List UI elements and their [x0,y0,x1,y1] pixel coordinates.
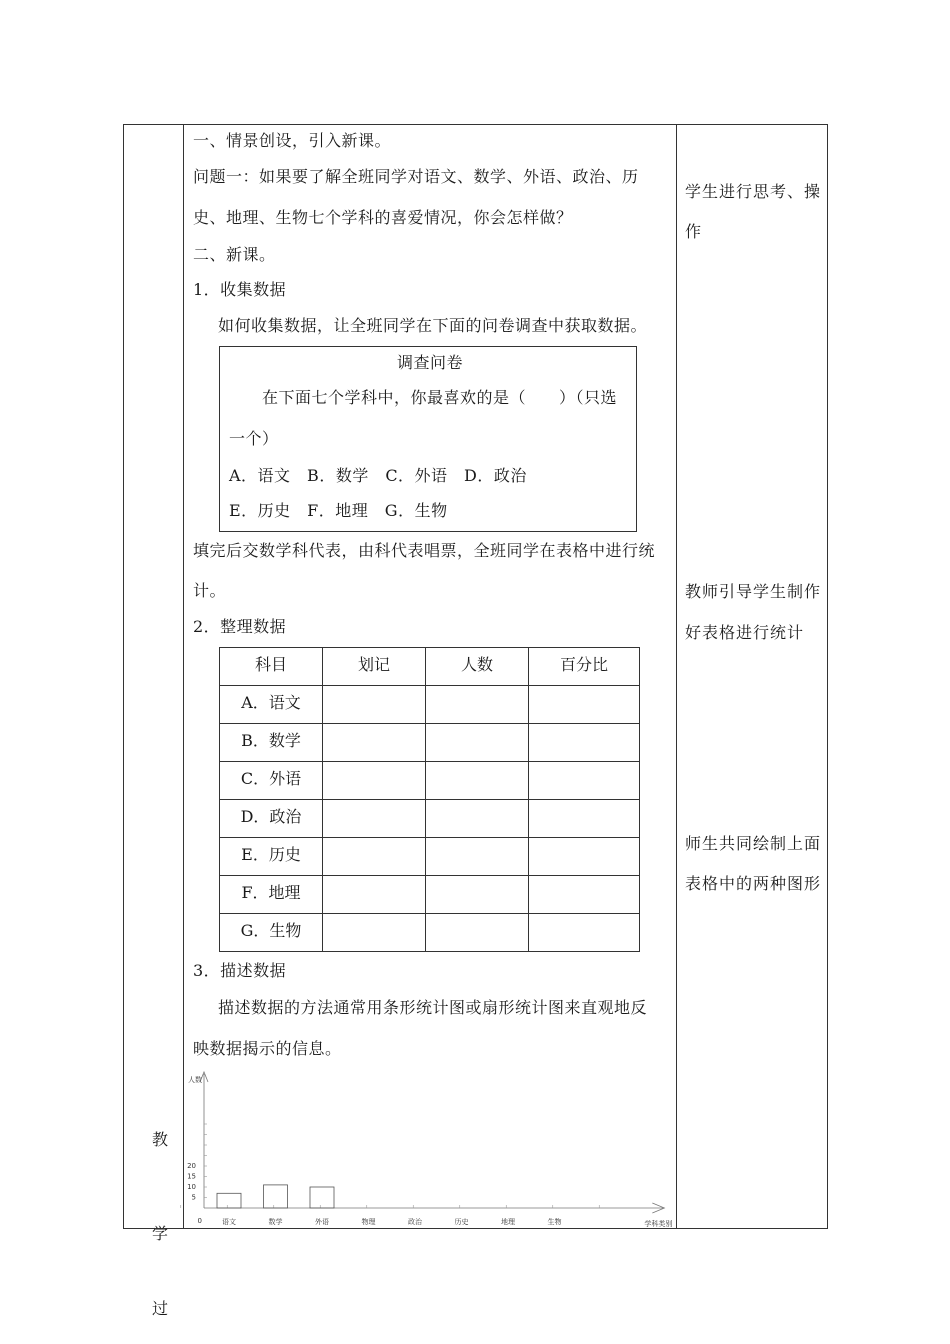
table-row [220,876,640,914]
chart-bars [217,1185,334,1208]
survey-prompt-line-2: 一个） [229,429,279,448]
step-collect-data: 1．收集数据 [193,280,287,299]
chart-labels [187,1075,672,1228]
category-label: 外语 [315,1218,329,1226]
table-row [220,800,640,838]
step-organize-data: 2．整理数据 [193,617,287,636]
side-note-2-line-2: 好表格进行统计 [685,623,805,642]
header-count: 人数 [460,655,493,674]
heading-intro: 一、情景创设，引入新课。 [193,131,392,150]
table-row [220,838,640,876]
step-describe-data: 3．描述数据 [193,961,287,980]
y-tick-label: 15 [187,1172,196,1181]
left-label-char-2: 学 [152,1224,169,1243]
frame-left [123,124,124,1229]
bar-外语 [310,1187,334,1208]
header-subject: 科目 [254,655,287,674]
origin-label: 0 [197,1217,202,1225]
survey-options-row-2: E．历史 F．地理 G．生物 [229,501,448,520]
table-row [220,686,640,724]
frame-top [123,124,828,125]
survey-options-row-1: A．语文 B．数学 C．外语 D．政治 [229,466,527,485]
question-line-2: 史、地理、生物七个学科的喜爱情况，你会怎样做？ [193,208,573,227]
frame-divider-2 [676,124,677,1229]
category-label: 物理 [361,1218,376,1226]
y-tick-label: 5 [191,1193,196,1202]
after-survey-line-1: 填完后交数学科代表，由科代表唱票，全班同学在表格中进行统 [193,541,656,560]
category-label: 政治 [408,1218,422,1226]
left-label-char-1: 教 [152,1130,169,1149]
survey-title: 调查问卷 [397,353,464,372]
after-survey-line-2: 计。 [193,581,227,600]
header-percent: 百分比 [559,655,608,674]
y-axis-label: 人数 [188,1076,202,1084]
category-label: 生物 [547,1218,562,1226]
table-row [220,914,640,952]
y-tick-label: 20 [187,1162,196,1170]
heading-new-lesson: 二、新课。 [193,245,276,264]
row-subject: D．政治 [240,807,302,826]
row-subject: B．数学 [241,731,301,750]
frame-bottom [123,1228,828,1229]
row-subject: A．语文 [241,693,301,712]
row-subject: G．生物 [240,921,302,940]
x-axis-label: 学科类别 [644,1220,673,1228]
side-note-3-line-2: 表格中的两种图形 [685,874,822,893]
chart-axes [181,1072,665,1213]
describe-line-2: 映数据揭示的信息。 [193,1039,342,1058]
table-row [220,724,640,762]
category-label: 数学 [268,1218,283,1226]
bar-数学 [264,1185,288,1208]
category-label: 语文 [222,1218,236,1226]
bar-chart [180,1068,680,1228]
side-note-1-line-1: 学生进行思考、操 [685,182,822,201]
tally-table [219,647,640,952]
row-subject: E．历史 [241,845,301,864]
side-note-2-line-1: 教师引导学生制作 [685,582,822,601]
bar-语文 [217,1193,241,1208]
table-row [220,762,640,800]
side-note-3-line-1: 师生共同绘制上面 [685,834,822,853]
row-subject: C．外语 [240,769,302,788]
row-subject: F．地理 [241,883,301,902]
collect-data-description: 如何收集数据，让全班同学在下面的问卷调查中获取数据。 [218,316,648,335]
survey-prompt-line-1: 在下面七个学科中，你最喜欢的是（ ）（只选 [262,388,618,407]
question-line-1: 问题一：如果要了解全班同学对语文、数学、外语、政治、历 [193,167,639,186]
category-label: 地理 [501,1218,515,1226]
describe-line-1: 描述数据的方法通常用条形统计图或扇形统计图来直观地反 [218,998,648,1017]
y-tick-label: 10 [187,1183,196,1191]
side-note-1-line-2: 作 [685,222,703,241]
frame-divider-1 [183,124,184,1229]
frame-right [827,124,828,1229]
left-label-char-3: 过 [152,1299,169,1318]
table-header-row [220,648,640,686]
header-tally: 划记 [357,655,390,674]
category-label: 历史 [454,1218,469,1226]
